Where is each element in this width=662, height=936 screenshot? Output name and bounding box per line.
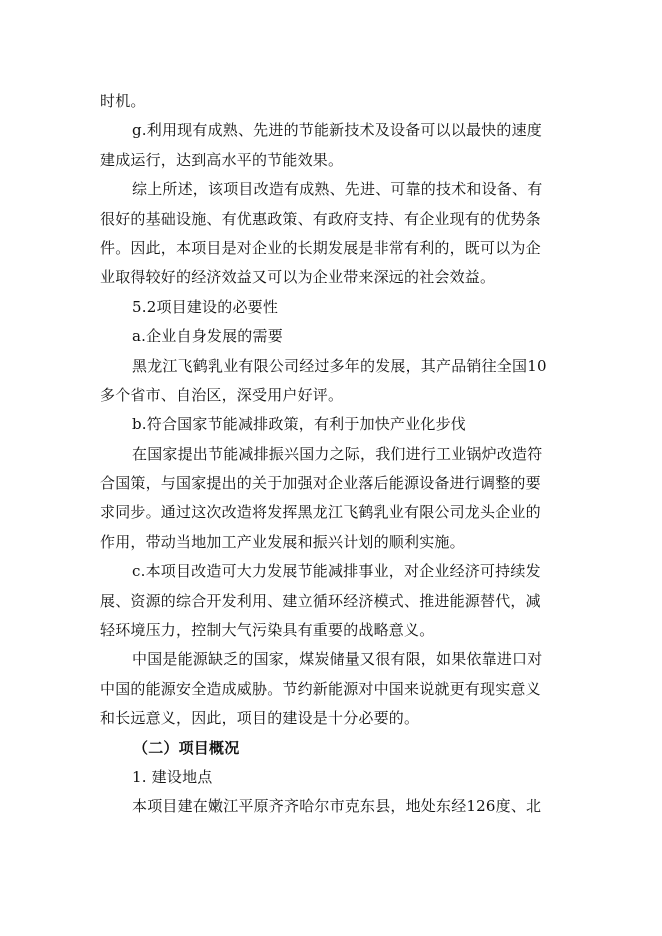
text-line: 本项目建在嫩江平原齐齐哈尔市克东县，地处东经126度、北 [132, 797, 542, 816]
text-line: 展、资源的综合开发利用、建立循环经济模式、推进能源替代，减 [100, 591, 541, 610]
text-line: 多个省市、自治区，深受用户好评。 [100, 385, 344, 404]
text-line: 和长远意义，因此，项目的建设是十分必要的。 [100, 709, 420, 728]
text-line: 在国家提出节能减排振兴国力之际，我们进行工业锅炉改造符 [132, 444, 543, 463]
text-line: 件。因此，本项目是对企业的长期发展是非常有利的，既可以为企 [100, 238, 541, 257]
text-line: 作用，带动当地加工产业发展和振兴计划的顺利实施。 [100, 532, 465, 551]
text-line: 业取得较好的经济效益又可以为企业带来深远的社会效益。 [100, 268, 496, 287]
text-line: a.企业自身发展的需要 [132, 327, 283, 346]
text-line: 5.2项目建设的必要性 [132, 297, 279, 316]
text-line: 中国是能源缺乏的国家，煤炭储量又很有限，如果依靠进口对 [132, 650, 543, 669]
section-heading: （二）项目概况 [133, 738, 240, 757]
text-line: 建成运行，达到高水平的节能效果。 [100, 150, 344, 169]
document-body [100, 87, 552, 822]
text-line: 黑龙江飞鹤乳业有限公司经过多年的发展，其产品销往全国10 [132, 356, 547, 375]
text-line: 时机。 [100, 92, 146, 110]
text-line: 很好的基础设施、有优惠政策、有政府支持、有企业现有的优势条 [100, 209, 541, 228]
text-line: 合国策，与国家提出的关于加强对企业落后能源设备进行调整的要 [100, 474, 541, 493]
text-line: 求同步。通过这次改造将发挥黑龙江飞鹤乳业有限公司龙头企业的 [100, 503, 541, 522]
text-line: 综上所述，该项目改造有成熟、先进、可靠的技术和设备、有 [132, 180, 543, 199]
text-line: 1. 建设地点 [132, 767, 213, 786]
text-line: b.符合国家节能减排政策，有利于加快产业化步伐 [132, 415, 466, 434]
text-line: c.本项目改造可大力发展节能减排事业，对企业经济可持续发 [132, 562, 541, 581]
text-line: g.利用现有成熟、先进的节能新技术及设备可以以最快的速度 [132, 121, 542, 140]
text-line: 轻环境压力，控制大气污染具有重要的战略意义。 [100, 621, 435, 640]
text-line: 中国的能源安全造成威胁。节约新能源对中国来说就更有现实意义 [100, 679, 541, 698]
